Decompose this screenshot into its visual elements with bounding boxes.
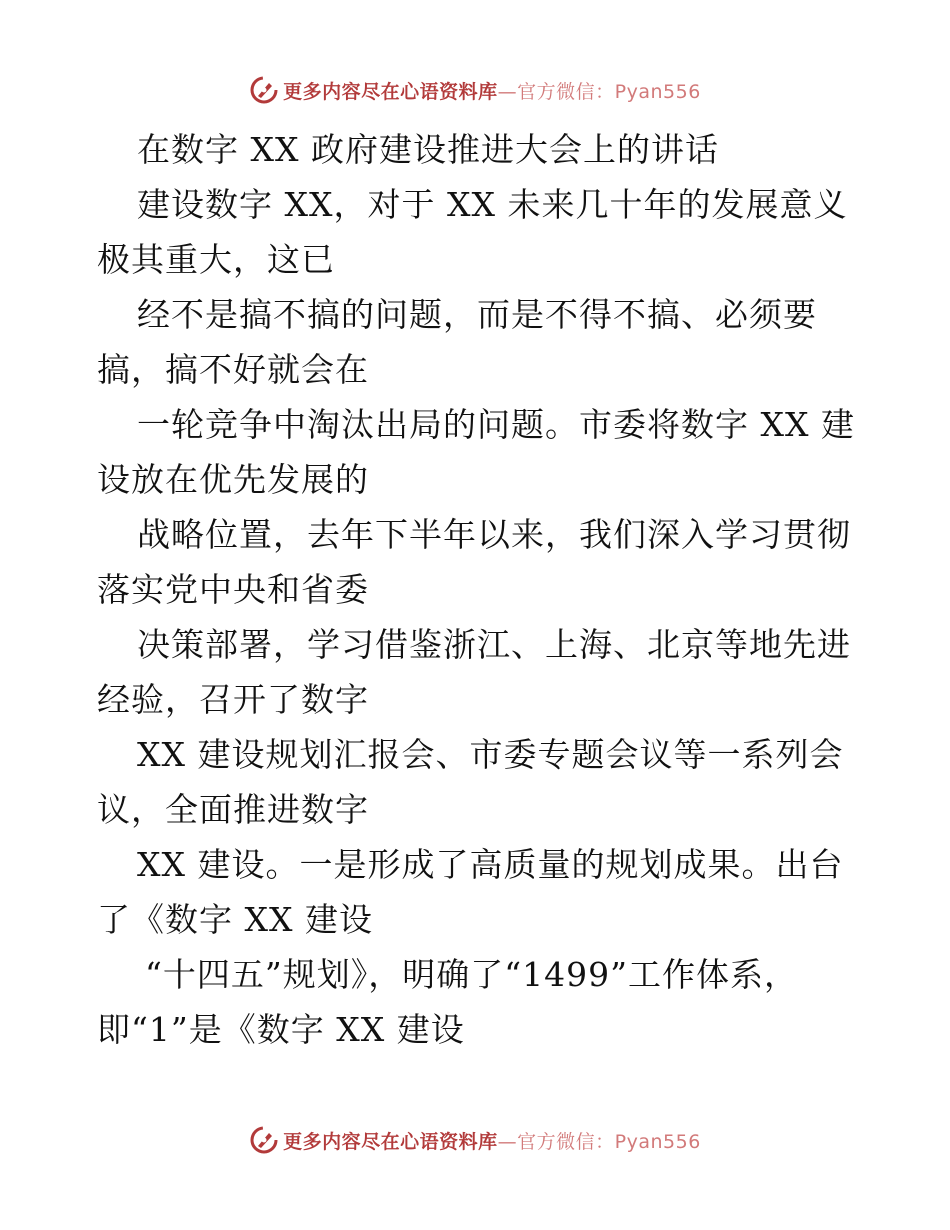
paragraph-line: 一轮竞争中淘汰出局的问题。市委将数字 XX 建 [137, 405, 855, 444]
paragraph-line: 建设数字 XX，对于 XX 未来几十年的发展意义 [137, 185, 848, 224]
paragraph-line: 搞，搞不好就会在 [97, 350, 369, 389]
paragraph-line: 即“1”是《数字 XX 建设 [97, 1010, 465, 1049]
paragraph-line: 落实党中央和省委 [97, 570, 369, 609]
paragraph-line: 经验，召开了数字 [97, 680, 369, 719]
header-banner [0, 70, 950, 110]
paragraph-line: 极其重大，这已 [97, 240, 335, 279]
paragraph-line: 了《数字 XX 建设 [97, 900, 373, 939]
paragraph-line: 经不是搞不搞的问题，而是不得不搞、必须要 [137, 295, 817, 334]
banner-text: 更多内容尽在心语资料库—官方微信：Pyan556 [283, 80, 701, 103]
pen-circle-logo-icon [249, 75, 279, 105]
paragraph-line: 战略位置，去年下半年以来，我们深入学习贯彻 [137, 515, 851, 554]
banner-text: 更多内容尽在心语资料库—官方微信：Pyan556 [283, 1130, 701, 1153]
paragraph-line: XX 建设规划汇报会、市委专题会议等一系列会 [137, 735, 844, 774]
footer-banner [0, 1120, 950, 1160]
paragraph-line: XX 建设。一是形成了高质量的规划成果。出台 [137, 845, 844, 884]
paragraph-line: 决策部署，学习借鉴浙江、上海、北京等地先进 [137, 625, 851, 664]
paragraph-line: 设放在优先发展的 [97, 460, 369, 499]
paragraph-line: 议，全面推进数字 [97, 790, 369, 829]
paragraph-line: “十四五”规划》，明确了“1499”工作体系， [145, 955, 798, 994]
document-title: 在数字 XX 政府建设推进大会上的讲话 [137, 130, 719, 169]
document-body [97, 122, 857, 1057]
pen-circle-logo-icon [249, 1125, 279, 1155]
